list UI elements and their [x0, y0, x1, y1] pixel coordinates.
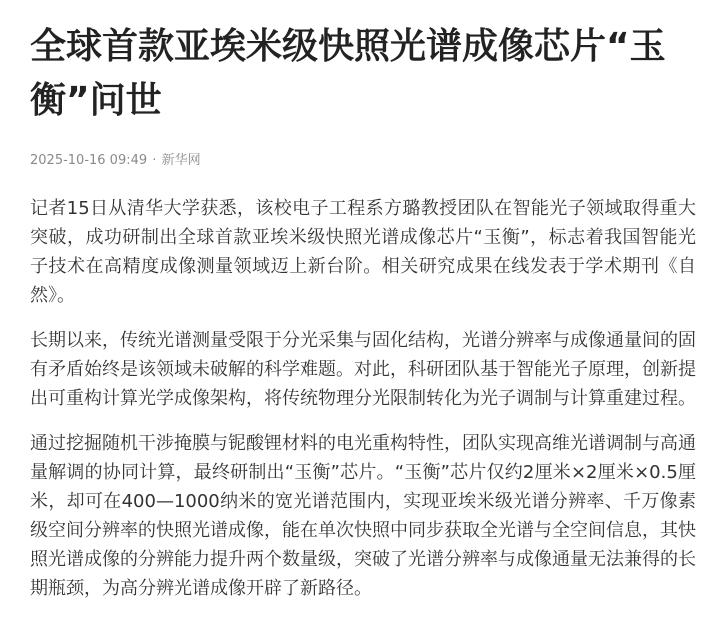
source-name[interactable]: 新华网	[161, 153, 201, 168]
publish-date: 2025-10-16 09:49	[30, 153, 148, 168]
article-title: 全球首款亚埃米级快照光谱成像芯片“玉衡”问世	[30, 26, 666, 121]
article-paragraph-2: 长期以来，传统光谱测量受限于分光采集与固化结构，光谱分辨率与成像通量间的固有矛盾始终是该领域未破解的科学难题。对此，科研团队基于智能光子原理，创新提出可重构计算光学成像架构，将传统物理分光限制转化为光子调制与计算重建过程。	[30, 330, 696, 409]
meta-separator: ·	[152, 153, 157, 168]
article-paragraph-3: 通过挖掘随机干涉掩膜与铌酸锂材料的电光重构特性，团队实现高维光谱调制与高通量解调的协同计算，最终研制出“玉衡”芯片。“玉衡”芯片仅约2厘米×2厘米×0.5厘米，却可在400—1000纳米的宽光谱范围内，实现亚埃米级光谱分辨率、千万像素级空间分辨率的快照光谱成像，能在单次快照中同步获取全光谱与全空间信息，其快照光谱成像的分辨能力提升两个数量级，突破了光谱分辨率与成像通量无法兼得的长期瓶颈，为高分辨光谱成像开辟了新路径。	[30, 433, 696, 599]
article-meta	[30, 152, 696, 170]
article-body	[30, 194, 696, 603]
article-paragraph-1: 记者15日从清华大学获悉，该校电子工程系方璐教授团队在智能光子领域取得重大突破，成功研制出全球首款亚埃米级快照光谱成像芯片“玉衡”，标志着我国智能光子技术在高精度成像测量领域迈上新台阶。相关研究成果在线发表于学术期刊《自然》。	[30, 198, 696, 306]
